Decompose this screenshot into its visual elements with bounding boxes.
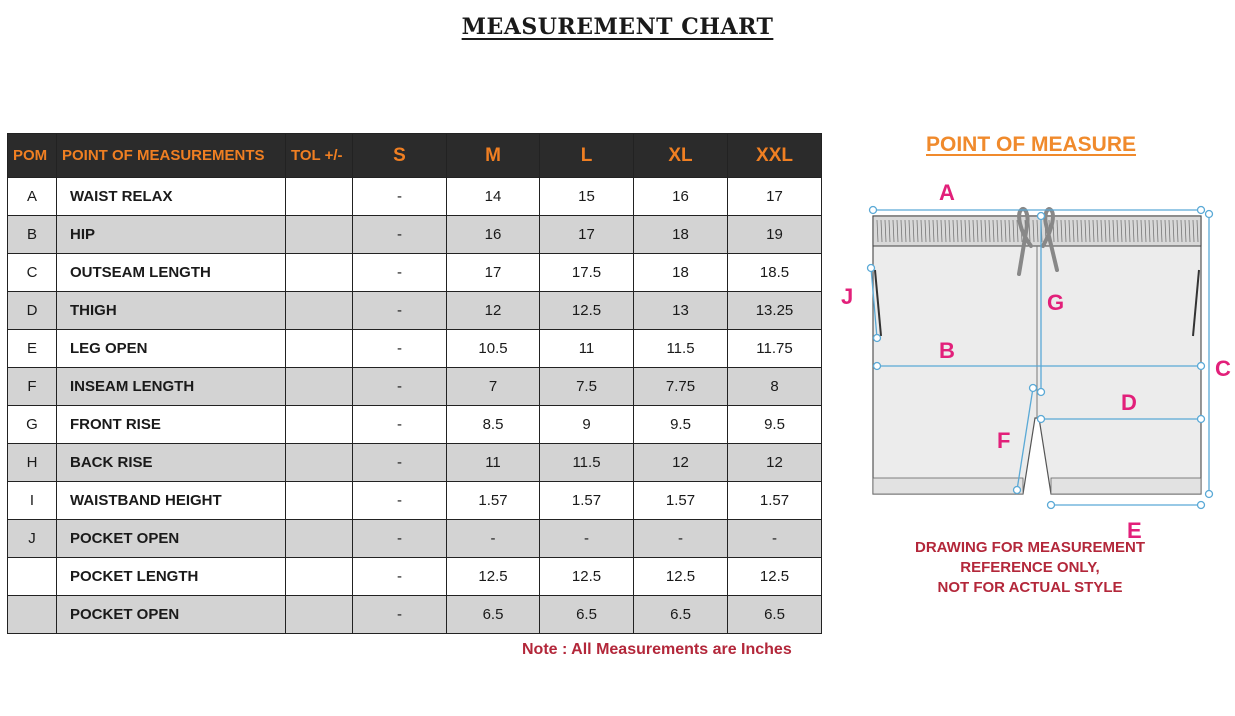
table-row [8, 558, 822, 596]
size-xl-value-cell: 18 [634, 216, 728, 254]
size-xxl-value-cell: 9.5 [728, 406, 822, 444]
pom-code-cell: I [8, 482, 57, 520]
tolerance-cell [286, 596, 353, 634]
size-xxl-value-cell: 13.25 [728, 292, 822, 330]
measure-point [1206, 211, 1213, 218]
measure-point [1206, 491, 1213, 498]
size-l-value-cell: 11.5 [540, 444, 634, 482]
header-size-xxl: XXL [728, 134, 822, 178]
pom-code-cell: C [8, 254, 57, 292]
measure-point [1198, 416, 1205, 423]
size-l-value-cell: 17 [540, 216, 634, 254]
header-size-m: M [447, 134, 540, 178]
size-m-value-cell: - [447, 520, 540, 558]
size-l-value-cell: 12.5 [540, 292, 634, 330]
size-l-value-cell: 6.5 [540, 596, 634, 634]
pom-code-cell: F [8, 368, 57, 406]
measure-point [874, 363, 881, 370]
size-xl-value-cell: 18 [634, 254, 728, 292]
size-xl-value-cell: 13 [634, 292, 728, 330]
size-s-value-cell: - [353, 444, 447, 482]
tolerance-cell [286, 406, 353, 444]
size-xl-value-cell: 9.5 [634, 406, 728, 444]
size-s-value-cell: - [353, 254, 447, 292]
size-xl-value-cell: 12 [634, 444, 728, 482]
size-xxl-value-cell: 12 [728, 444, 822, 482]
size-s-value-cell: - [353, 178, 447, 216]
size-l-value-cell: 12.5 [540, 558, 634, 596]
label-j: J [841, 284, 854, 309]
size-xxl-value-cell: 6.5 [728, 596, 822, 634]
table-body [8, 178, 822, 634]
label-d: D [1121, 390, 1137, 415]
size-l-value-cell: 17.5 [540, 254, 634, 292]
size-m-value-cell: 17 [447, 254, 540, 292]
point-of-measurement-cell: WAIST RELAX [57, 178, 286, 216]
tolerance-cell [286, 254, 353, 292]
tolerance-cell [286, 178, 353, 216]
measure-point [1030, 385, 1037, 392]
point-of-measurement-cell: LEG OPEN [57, 330, 286, 368]
table-row [8, 216, 822, 254]
size-xxl-value-cell: 11.75 [728, 330, 822, 368]
left-hem-band [873, 478, 1023, 494]
size-l-value-cell: 9 [540, 406, 634, 444]
measurement-note: Note : All Measurements are Inches [522, 641, 792, 658]
pom-code-cell: A [8, 178, 57, 216]
size-xxl-value-cell: 19 [728, 216, 822, 254]
size-l-value-cell: 11 [540, 330, 634, 368]
measure-point [1038, 213, 1045, 220]
size-xl-value-cell: 16 [634, 178, 728, 216]
point-of-measurement-cell: BACK RISE [57, 444, 286, 482]
measure-point [1048, 502, 1055, 509]
size-xxl-value-cell: 12.5 [728, 558, 822, 596]
size-s-value-cell: - [353, 368, 447, 406]
size-s-value-cell: - [353, 216, 447, 254]
size-s-value-cell: - [353, 330, 447, 368]
size-l-value-cell: 1.57 [540, 482, 634, 520]
shorts-diagram [835, 170, 1235, 543]
pom-code-cell: B [8, 216, 57, 254]
label-f: F [997, 428, 1011, 453]
point-of-measure-title: POINT OF MEASURE [926, 133, 1137, 156]
size-m-value-cell: 1.57 [447, 482, 540, 520]
drawing-caption [880, 538, 1180, 598]
table-row [8, 368, 822, 406]
size-m-value-cell: 12 [447, 292, 540, 330]
label-e: E [1127, 518, 1142, 543]
right-hem-band [1051, 478, 1201, 494]
pom-code-cell: H [8, 444, 57, 482]
size-s-value-cell: - [353, 596, 447, 634]
caption-line: NOT FOR ACTUAL STYLE [937, 579, 1123, 596]
tolerance-cell [286, 558, 353, 596]
point-of-measurement-cell: POCKET OPEN [57, 520, 286, 558]
point-of-measurement-cell: OUTSEAM LENGTH [57, 254, 286, 292]
pom-code-cell [8, 596, 57, 634]
label-c: C [1215, 356, 1231, 381]
size-xl-value-cell: 11.5 [634, 330, 728, 368]
point-of-measurement-cell: HIP [57, 216, 286, 254]
size-l-value-cell: - [540, 520, 634, 558]
size-xxl-value-cell: - [728, 520, 822, 558]
label-g: G [1047, 290, 1065, 315]
tolerance-cell [286, 330, 353, 368]
point-of-measurement-cell: POCKET OPEN [57, 596, 286, 634]
header-size-l: L [540, 134, 634, 178]
point-of-measurement-cell: POCKET LENGTH [57, 558, 286, 596]
measure-point [1198, 363, 1205, 370]
measure-point [868, 265, 875, 272]
table-row [8, 254, 822, 292]
size-m-value-cell: 12.5 [447, 558, 540, 596]
table-row [8, 444, 822, 482]
table-row [8, 482, 822, 520]
pom-code-cell [8, 558, 57, 596]
size-l-value-cell: 15 [540, 178, 634, 216]
caption-line: DRAWING FOR MEASUREMENT [915, 539, 1145, 556]
measure-point [1198, 207, 1205, 214]
size-xl-value-cell: 6.5 [634, 596, 728, 634]
pom-code-cell: G [8, 406, 57, 444]
table-header-row [8, 134, 822, 178]
size-xxl-value-cell: 1.57 [728, 482, 822, 520]
table-row [8, 178, 822, 216]
size-s-value-cell: - [353, 482, 447, 520]
size-s-value-cell: - [353, 406, 447, 444]
tolerance-cell [286, 368, 353, 406]
header-size-s: S [353, 134, 447, 178]
size-l-value-cell: 7.5 [540, 368, 634, 406]
page-title [0, 14, 1235, 40]
size-m-value-cell: 14 [447, 178, 540, 216]
tolerance-cell [286, 216, 353, 254]
size-s-value-cell: - [353, 558, 447, 596]
point-of-measurement-cell: FRONT RISE [57, 406, 286, 444]
page-title-text: MEASUREMENT CHART [461, 14, 774, 40]
tolerance-cell [286, 520, 353, 558]
table-row [8, 520, 822, 558]
size-xxl-value-cell: 17 [728, 178, 822, 216]
point-of-measurement-cell: THIGH [57, 292, 286, 330]
size-s-value-cell: - [353, 292, 447, 330]
size-xl-value-cell: - [634, 520, 728, 558]
size-m-value-cell: 11 [447, 444, 540, 482]
size-m-value-cell: 16 [447, 216, 540, 254]
tolerance-cell [286, 292, 353, 330]
measure-point [1198, 502, 1205, 509]
size-xl-value-cell: 12.5 [634, 558, 728, 596]
size-m-value-cell: 7 [447, 368, 540, 406]
table-row [8, 292, 822, 330]
measure-point [870, 207, 877, 214]
table-row [8, 406, 822, 444]
size-m-value-cell: 10.5 [447, 330, 540, 368]
label-b: B [939, 338, 955, 363]
header-tolerance: TOL +/- [286, 134, 353, 178]
measure-point [1038, 416, 1045, 423]
point-of-measurement-cell: WAISTBAND HEIGHT [57, 482, 286, 520]
size-m-value-cell: 6.5 [447, 596, 540, 634]
size-xl-value-cell: 7.75 [634, 368, 728, 406]
header-point-of-measurements: POINT OF MEASUREMENTS [57, 134, 286, 178]
measurement-table [7, 133, 822, 634]
size-s-value-cell: - [353, 520, 447, 558]
tolerance-cell [286, 444, 353, 482]
table-row [8, 596, 822, 634]
measure-point [1038, 389, 1045, 396]
size-m-value-cell: 8.5 [447, 406, 540, 444]
header-size-xl: XL [634, 134, 728, 178]
size-xxl-value-cell: 8 [728, 368, 822, 406]
pom-code-cell: J [8, 520, 57, 558]
caption-line: REFERENCE ONLY, [960, 559, 1100, 576]
header-pom: POM [8, 134, 57, 178]
table-row [8, 330, 822, 368]
pom-code-cell: E [8, 330, 57, 368]
tolerance-cell [286, 482, 353, 520]
size-xl-value-cell: 1.57 [634, 482, 728, 520]
label-a: A [939, 180, 955, 205]
point-of-measurement-cell: INSEAM LENGTH [57, 368, 286, 406]
pom-code-cell: D [8, 292, 57, 330]
measure-point [874, 335, 881, 342]
measure-point [1014, 487, 1021, 494]
size-xxl-value-cell: 18.5 [728, 254, 822, 292]
